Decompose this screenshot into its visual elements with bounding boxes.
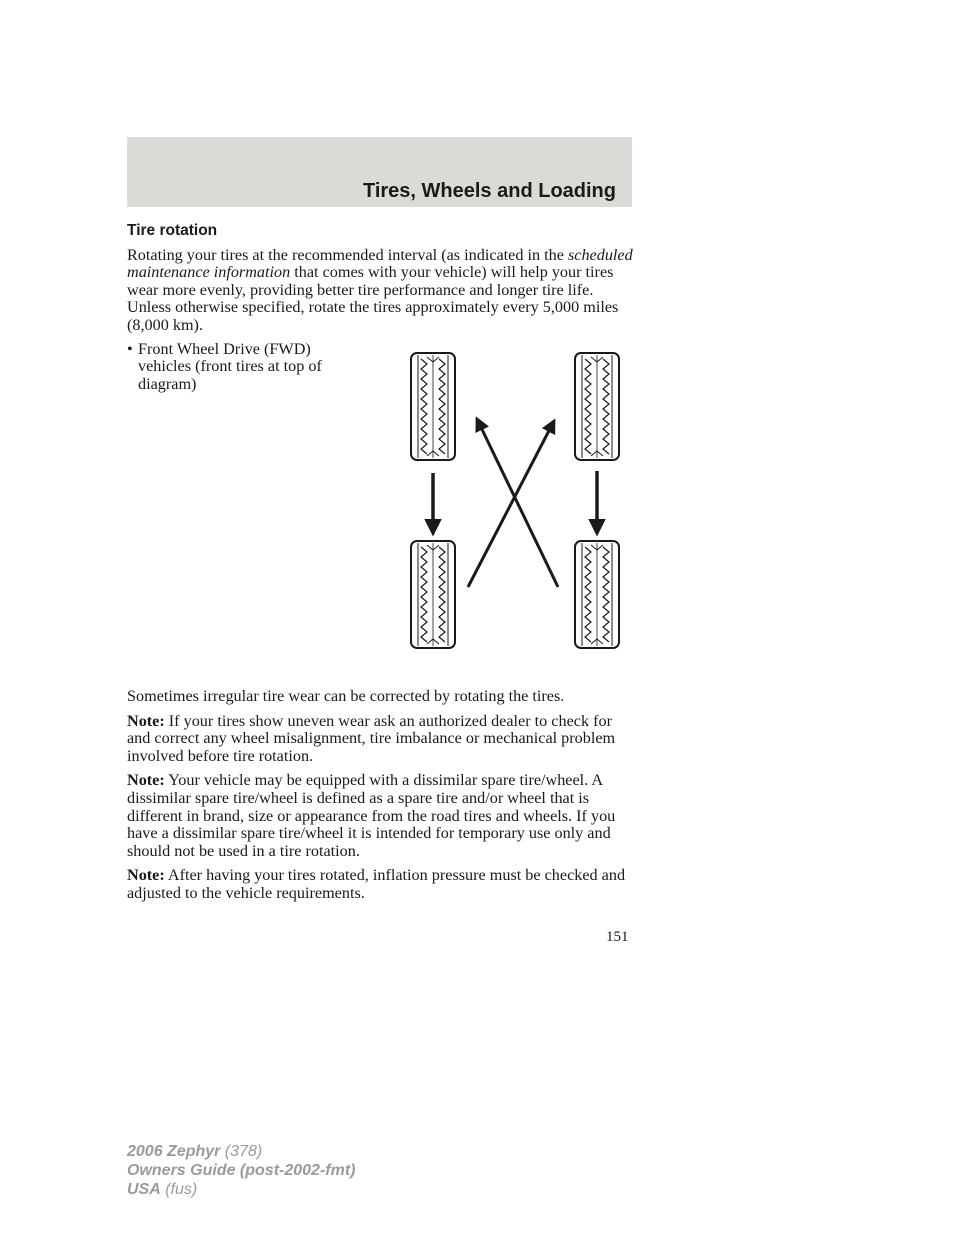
intro-text-start: Rotating your tires at the recommended interval (as indicated in the (127, 245, 568, 264)
bullet-icon: • (127, 339, 133, 358)
note-text: After having your tires rotated, inflation pressure must be checked and adjusted to the vehicle requirements. (127, 866, 626, 902)
note-text: Your vehicle may be equipped with a dissimilar spare tire/wheel. A dissimilar spare tire/wheel is defined as a spare tire and/or wheel that is different in brand, size or appearance from the road tires and wheels. If you have a dissimilar spare tire/wheel it is intended for temporary use only and should not be used in a tire rotation. (127, 771, 616, 860)
rear-left-tire-icon (411, 541, 455, 648)
fwd-bullet-text: Front Wheel Drive (FWD) vehicles (front tires at top of diagram) (138, 339, 322, 393)
fwd-bullet (127, 341, 362, 394)
footer-line-market (127, 1180, 355, 1199)
front-left-tire-icon (411, 353, 455, 460)
footer-model-code: (378) (220, 1143, 263, 1160)
rear-right-tire-icon (575, 541, 619, 648)
section-header-band (127, 137, 632, 207)
note-label: Note: (127, 771, 165, 790)
footer-line-model (127, 1142, 355, 1161)
rear-left-to-front-right-arrow-icon (468, 421, 554, 587)
document-footer (127, 1142, 355, 1199)
footer-market: USA (127, 1181, 161, 1198)
note-label: Note: (127, 711, 165, 730)
note-paragraph (127, 713, 635, 766)
page-number: 151 (606, 929, 629, 945)
footer-line-guide (127, 1161, 355, 1180)
scheduled-maintenance-reference: scheduled maintenance information (127, 245, 633, 282)
irregular-wear-text: Sometimes irregular tire wear can be corrected by rotating the tires. (127, 687, 565, 705)
tire-rotation-notes (127, 688, 635, 910)
note-label: Note: (127, 866, 165, 885)
footer-guide: Owners Guide (post-2002-fmt) (127, 1162, 356, 1179)
intro-text-end: that comes with your vehicle) will help your tires wear more evenly, providing better tire performance and longer tire life. Unless otherwise specified, rotate the tires approximately every 5,000 miles (8,000 km). (127, 263, 619, 334)
note-paragraph (127, 772, 635, 860)
tire-rotation-diagram (400, 345, 635, 655)
footer-market-code: (fus) (160, 1181, 198, 1198)
tire-rotation-intro (127, 247, 635, 335)
note-paragraph (127, 867, 635, 902)
tire-rotation-heading: Tire rotation (127, 222, 218, 239)
note-text: If your tires show uneven wear ask an authorized dealer to check for and correct any wheel misalignment, tire imbalance or mechanical problem involved before tire rotation. (127, 711, 616, 765)
footer-model: 2006 Zephyr (127, 1143, 221, 1160)
rear-right-to-front-left-arrow-icon (477, 419, 558, 587)
section-title: Tires, Wheels and Loading (362, 180, 616, 202)
front-right-tire-icon (575, 353, 619, 460)
